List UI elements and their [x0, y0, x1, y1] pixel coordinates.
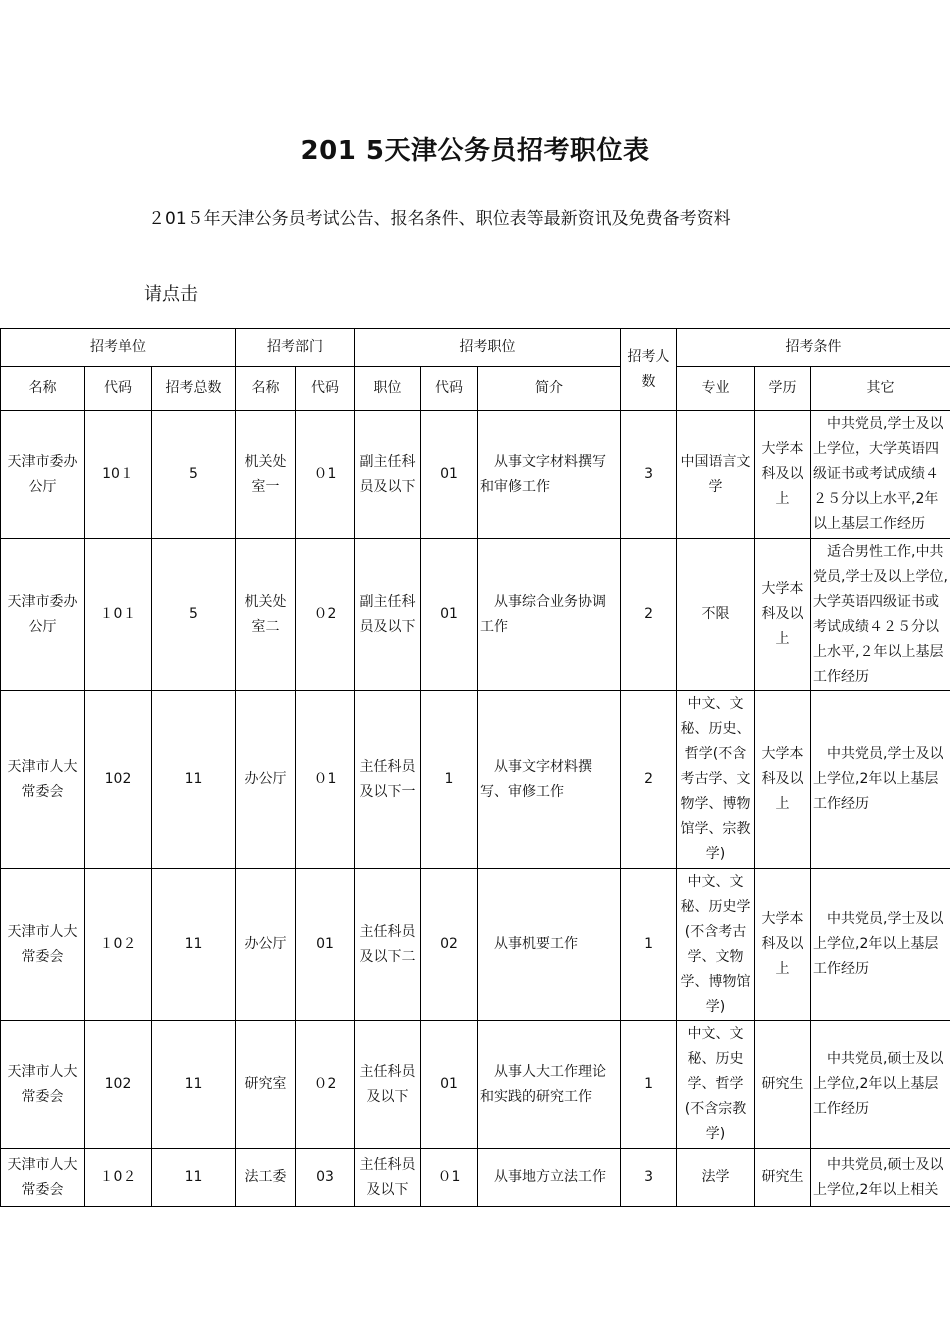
cell-major: 不限	[677, 539, 755, 691]
cell-dept-name: 法工委	[236, 1149, 296, 1207]
cell-unit-code: １0２	[85, 1149, 152, 1207]
cell-unit-name: 天津市委办公厅	[1, 411, 85, 539]
cell-major: 法学	[677, 1149, 755, 1207]
cell-dept-name: 办公厅	[236, 869, 296, 1021]
cell-pos-code: 1	[421, 691, 478, 869]
cell-dept-name: 机关处室一	[236, 411, 296, 539]
cell-pos-code: ０1	[421, 1149, 478, 1207]
cell-pos-desc: 从事文字材料撰写和审修工作	[478, 411, 621, 539]
cell-major: 中文、文秘、历史、哲学(不含考古学、文物学、博物馆学、宗教学)	[677, 691, 755, 869]
cell-unit-total: 11	[152, 1021, 236, 1149]
header-unit-total: 招考总数	[152, 367, 236, 411]
cell-education: 大学本科及以上	[755, 411, 811, 539]
cell-unit-name: 天津市委办公厅	[1, 539, 85, 691]
cell-education: 研究生	[755, 1021, 811, 1149]
header-position: 招考职位	[355, 329, 621, 367]
header-pos-desc: 简介	[478, 367, 621, 411]
header-major: 专业	[677, 367, 755, 411]
cell-major: 中国语言文学	[677, 411, 755, 539]
table-row	[1, 411, 950, 539]
cell-unit-name: 天津市人大常委会	[1, 1021, 85, 1149]
cell-unit-total: 11	[152, 1149, 236, 1207]
cell-count: 2	[621, 691, 677, 869]
cell-dept-code: 03	[296, 1149, 355, 1207]
sub-header-row	[1, 367, 950, 411]
cell-education: 大学本科及以上	[755, 869, 811, 1021]
cell-unit-code: 102	[85, 691, 152, 869]
table-row	[1, 1021, 950, 1149]
cell-dept-code: ０1	[296, 691, 355, 869]
cell-pos-title: 副主任科员及以下	[355, 539, 421, 691]
cell-education: 大学本科及以上	[755, 691, 811, 869]
cell-dept-name: 机关处室二	[236, 539, 296, 691]
header-conditions: 招考条件	[677, 329, 950, 367]
cell-education: 大学本科及以上	[755, 539, 811, 691]
cell-dept-name: 研究室	[236, 1021, 296, 1149]
header-dept-code: 代码	[296, 367, 355, 411]
table-row	[1, 869, 950, 1021]
cell-other: 中共党员,硕士及以上学位,2年以上基层工作经历	[811, 1021, 950, 1149]
positions-table	[0, 328, 950, 1207]
cell-pos-code: 01	[421, 411, 478, 539]
header-pos-title: 职位	[355, 367, 421, 411]
cell-pos-code: 01	[421, 1021, 478, 1149]
cell-pos-desc: 从事综合业务协调工作	[478, 539, 621, 691]
cell-pos-code: 01	[421, 539, 478, 691]
cell-unit-total: 5	[152, 539, 236, 691]
cell-dept-code: ０1	[296, 411, 355, 539]
cell-pos-desc: 从事地方立法工作	[478, 1149, 621, 1207]
cell-unit-code: 102	[85, 1021, 152, 1149]
cell-pos-title: 主任科员及以下二	[355, 869, 421, 1021]
table-row	[1, 691, 950, 869]
cell-count: 1	[621, 1021, 677, 1149]
cell-unit-code: 10１	[85, 411, 152, 539]
cell-dept-code: ０2	[296, 539, 355, 691]
table-row	[1, 539, 950, 691]
header-unit: 招考单位	[1, 329, 236, 367]
cell-pos-desc: 从事文字材料撰写、审修工作	[478, 691, 621, 869]
click-here-text[interactable]: 请点击	[144, 284, 198, 305]
cell-unit-code: １0１	[85, 539, 152, 691]
cell-count: 2	[621, 539, 677, 691]
cell-unit-name: 天津市人大常委会	[1, 691, 85, 869]
header-unit-name: 名称	[1, 367, 85, 411]
group-header-row	[1, 329, 950, 367]
cell-pos-desc: 从事机要工作	[478, 869, 621, 1021]
cell-pos-title: 主任科员及以下	[355, 1149, 421, 1207]
header-dept-name: 名称	[236, 367, 296, 411]
cell-pos-desc: 从事人大工作理论和实践的研究工作	[478, 1021, 621, 1149]
cell-education: 研究生	[755, 1149, 811, 1207]
cell-dept-code: ０2	[296, 1021, 355, 1149]
cell-major: 中文、文秘、历史学(不含考古学、文物学、博物馆学)	[677, 869, 755, 1021]
cell-other: 适合男性工作,中共党员,学士及以上学位,大学英语四级证书或考试成绩４２５分以上水平,２年以上基层工作经历	[811, 539, 950, 691]
cell-other: 中共党员,学士及以上学位,2年以上基层工作经历	[811, 869, 950, 1021]
cell-pos-title: 主任科员及以下一	[355, 691, 421, 869]
cell-other: 中共党员,学士及以上学位,2年以上基层工作经历	[811, 691, 950, 869]
cell-unit-total: 5	[152, 411, 236, 539]
header-pos-code: 代码	[421, 367, 478, 411]
cell-unit-code: １0２	[85, 869, 152, 1021]
header-unit-code: 代码	[85, 367, 152, 411]
cell-unit-name: 天津市人大常委会	[1, 869, 85, 1021]
cell-dept-code: 01	[296, 869, 355, 1021]
cell-pos-code: 02	[421, 869, 478, 1021]
cell-count: 3	[621, 411, 677, 539]
cell-major: 中文、文秘、历史学、哲学(不含宗教学)	[677, 1021, 755, 1149]
cell-pos-title: 副主任科员及以下	[355, 411, 421, 539]
cell-unit-name: 天津市人大常委会	[1, 1149, 85, 1207]
cell-dept-name: 办公厅	[236, 691, 296, 869]
table-row	[1, 1149, 950, 1207]
cell-other: 中共党员,学士及以上学位，大学英语四级证书或考试成绩４２５分以上水平,2年以上基层工作经历	[811, 411, 950, 539]
cell-count: 3	[621, 1149, 677, 1207]
header-dept: 招考部门	[236, 329, 355, 367]
header-education: 学历	[755, 367, 811, 411]
cell-count: 1	[621, 869, 677, 1021]
header-other: 其它	[811, 367, 950, 411]
page-title: 201 5天津公务员招考职位表	[300, 136, 650, 166]
cell-unit-total: 11	[152, 691, 236, 869]
subtitle-link-text[interactable]: ２01５年天津公务员考试公告、报名条件、职位表等最新资讯及免费备考资料	[148, 209, 731, 229]
cell-other: 中共党员,硕士及以上学位,2年以上相关	[811, 1149, 950, 1207]
header-count: 招考人数	[621, 329, 677, 411]
cell-pos-title: 主任科员及以下	[355, 1021, 421, 1149]
cell-unit-total: 11	[152, 869, 236, 1021]
